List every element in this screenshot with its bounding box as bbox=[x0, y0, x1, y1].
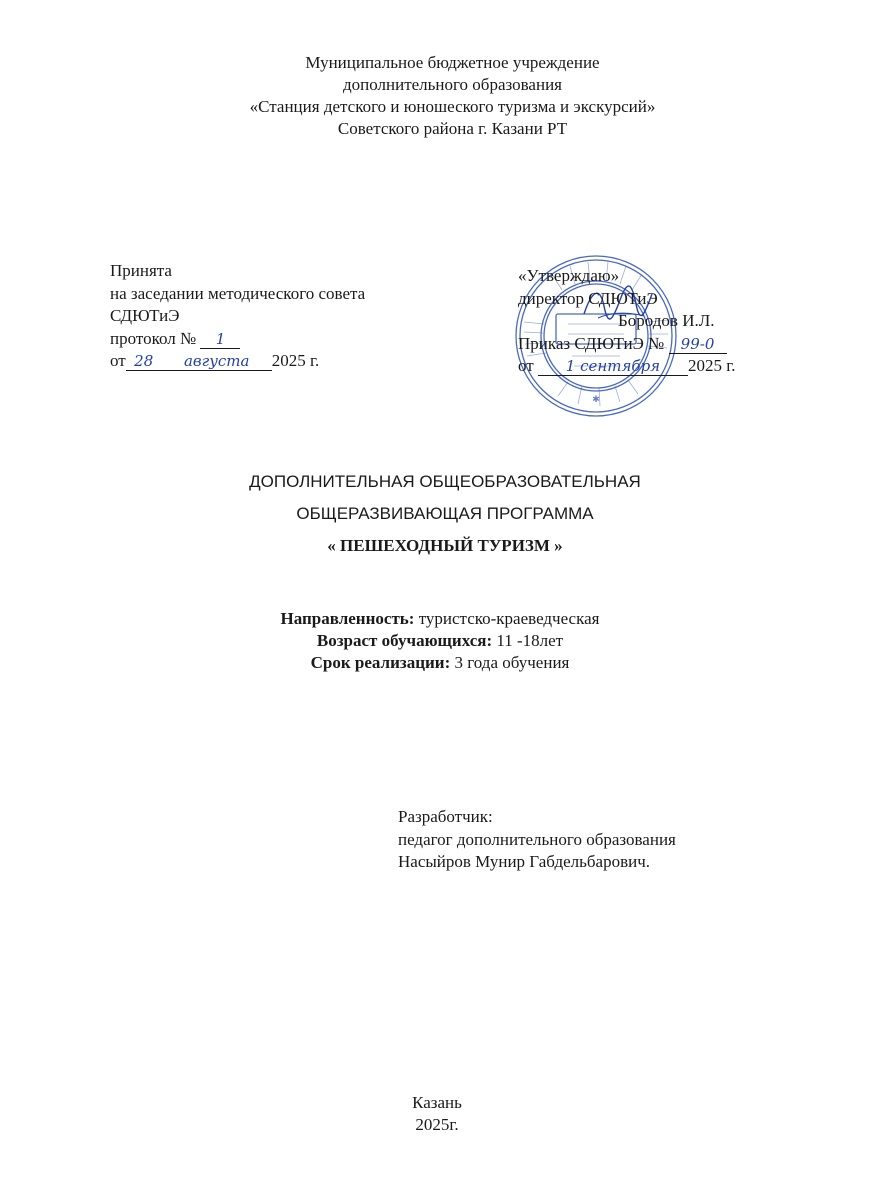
program-type-line: ОБЩЕРАЗВИВАЮЩАЯ ПРОГРАММА bbox=[296, 504, 594, 523]
date-prefix: от bbox=[518, 356, 534, 375]
accepted-date bbox=[110, 350, 365, 373]
protocol-number-handwritten: 1 bbox=[200, 330, 240, 349]
header-line: Муниципальное бюджетное учреждение bbox=[305, 53, 600, 72]
header-line: дополнительного образования bbox=[343, 75, 562, 94]
svg-text:✱: ✱ bbox=[592, 395, 600, 405]
program-type-line: ДОПОЛНИТЕЛЬНАЯ ОБЩЕОБРАЗОВАТЕЛЬНАЯ bbox=[249, 472, 641, 491]
order-label: Приказ СДЮТиЭ № bbox=[518, 333, 665, 353]
program-meta bbox=[0, 608, 872, 674]
approved-block bbox=[518, 265, 736, 378]
direction-value: туристско-краеведческая bbox=[414, 609, 600, 628]
date-month-handwritten: августа bbox=[162, 352, 272, 371]
protocol-label: протокол № bbox=[110, 328, 197, 348]
program-title-block bbox=[0, 466, 872, 562]
footer-block bbox=[0, 1092, 872, 1136]
developer-block bbox=[398, 806, 676, 874]
direction-label: Направленность: bbox=[280, 609, 415, 628]
order-number-handwritten: 99-0 bbox=[669, 335, 727, 354]
age-value: 11 -18лет bbox=[492, 631, 564, 650]
footer-city: Казань bbox=[412, 1093, 462, 1112]
term-value: 3 года обучения bbox=[450, 653, 570, 672]
approved-position: директор СДЮТиЭ bbox=[518, 288, 658, 308]
age-label: Возраст обучающихся: bbox=[316, 631, 493, 650]
developer-position: педагог дополнительного образования bbox=[398, 829, 676, 849]
footer-year: 2025г. bbox=[415, 1115, 459, 1134]
accepted-title: Принята bbox=[110, 261, 172, 280]
approved-order bbox=[518, 333, 736, 356]
developer-name: Насыйров Мунир Габдельбарович. bbox=[398, 852, 651, 871]
accepted-council: на заседании методического совета bbox=[110, 283, 366, 303]
program-title: « ПЕШЕХОДНЫЙ ТУРИЗМ » bbox=[327, 536, 563, 555]
approved-director-name: Бородов И.Л. bbox=[618, 311, 715, 330]
institution-header bbox=[0, 52, 872, 140]
accepted-org: СДЮТиЭ bbox=[110, 306, 180, 325]
date-year: 2025 г. bbox=[271, 351, 320, 370]
date-day-handwritten: 28 bbox=[126, 352, 162, 371]
date-year: 2025 г. bbox=[687, 356, 736, 375]
accepted-block bbox=[110, 260, 365, 373]
term-label: Срок реализации: bbox=[310, 653, 451, 672]
date-handwritten: 1 сентября bbox=[538, 357, 688, 376]
approved-date bbox=[518, 355, 736, 378]
direction-row bbox=[0, 608, 872, 630]
term-row bbox=[0, 652, 872, 674]
header-line: Советского района г. Казани РТ bbox=[337, 119, 568, 138]
approved-title: «Утверждаю» bbox=[518, 266, 620, 285]
developer-label: Разработчик: bbox=[398, 807, 493, 826]
age-row bbox=[0, 630, 872, 652]
accepted-protocol bbox=[110, 328, 365, 351]
header-line: «Станция детского и юношеского туризма и экскурсий» bbox=[249, 97, 656, 116]
date-prefix: от bbox=[110, 351, 126, 370]
